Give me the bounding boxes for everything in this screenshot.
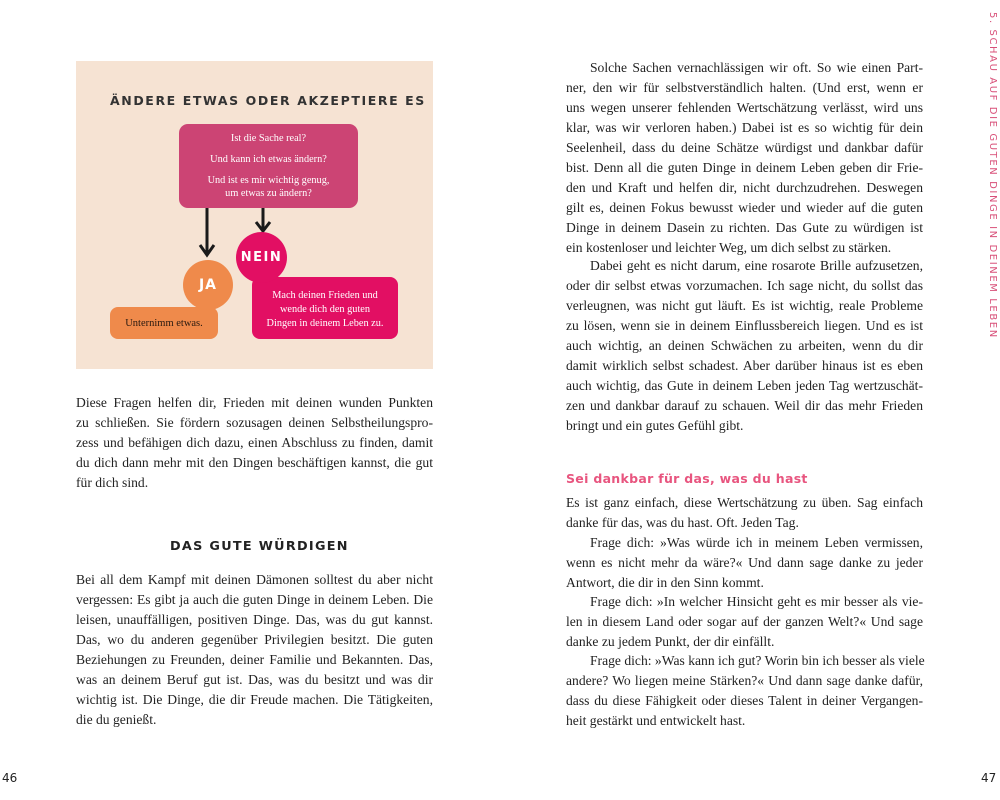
text-line: Solche Sachen vernachlässigen wir oft. So wie einen Part- (590, 60, 923, 75)
text-line: Es ist ganz einfach, diese Wertschätzung zu üben. Sag einfach (566, 495, 923, 510)
yes-bubble (183, 260, 233, 310)
question-line: Ist die Sache real? (230, 133, 307, 144)
text-line: Seelenheil, dass du deine Schätze würdigst und dankbar dafür (566, 140, 923, 155)
yes-result-text: Unternimm etwas. (125, 317, 203, 329)
text-line: für dich sind. (76, 475, 149, 490)
subheading: Sei dankbar für das, was du hast (566, 471, 808, 486)
text-line: andere? Wo liegen meine Stärken?« Und dann sage danke dafür, (566, 673, 923, 688)
no-result-line: Mach deinen Frieden und (272, 290, 378, 301)
text-line: Dabei geht es nicht darum, eine rosarote Brille aufzusetzen, (590, 258, 923, 273)
no-result-line: Dingen in deinem Leben zu. (266, 318, 384, 329)
text-line: was an deinem Beruf gut ist. Das, was du besitzt und was dir (76, 672, 433, 687)
text-line: ein kostenloser und leichter Weg, um dich selbst zu stärken. (566, 240, 892, 255)
question-line: um etwas zu ändern? (225, 188, 312, 199)
text-line: Frage dich: »Was würde ich in meinem Leben vermissen, (590, 535, 923, 550)
question-line: Und kann ich etwas ändern? (210, 154, 327, 165)
text-line: dass du diese Fähigkeit oder dieses Talent in deiner Vergangen- (566, 693, 923, 708)
decision-diagram (76, 61, 433, 369)
no-bubble (236, 232, 287, 283)
text-line: verleugnen, was nicht gut läuft. Es ist wichtig, reale Probleme (566, 298, 923, 313)
text-line: bringt und ein gutes Gefühl gibt. (566, 418, 744, 433)
no-label: NEIN (240, 250, 283, 265)
text-line: Antwort, die dir in den Sinn kommt. (566, 575, 764, 590)
text-line: danke zu jedem Punkt, der dir einfällt. (566, 634, 775, 649)
text-line: zu lösen, wenn sie in deinem Einflussbereich liegen. Und es ist (566, 318, 923, 333)
text-line: Das, wo du anderen gegenüber Privilegien besitzt. Die guten (76, 632, 433, 647)
page-number-left: 46 (2, 771, 18, 785)
text-line: oder dir selbst etwas vorzumachen. Ich sage nicht, du sollst das (566, 278, 923, 293)
text-line: bist. Denn all die guten Dinge in deinem Leben geben dir Frie- (566, 160, 923, 175)
text-line: die du genießt. (76, 712, 157, 727)
text-line: auch wichtig, das Gute in deinem Leben jeden Tag wertzuschät- (566, 378, 923, 393)
yes-result-box (110, 307, 218, 339)
text-line: Diese Fragen helfen dir, Frieden mit deinen wunden Punkten (76, 395, 433, 410)
text-line: wichtig ist. Die Dinge, die dir Freude machen. Die Tätigkeiten, (76, 692, 433, 707)
text-line: ner, den wir für selbstverständlich halten. (Und erst, wenn er (566, 80, 923, 95)
text-line: auch wichtig, an deinen Schwächen zu arbeiten, wenn du dir (566, 338, 923, 353)
page-number-right: 47 (981, 771, 997, 785)
text-line: len in diesem Land oder sogar auf der ganzen Welt?« Und sage (566, 614, 923, 629)
text-line: Bei all dem Kampf mit deinen Dämonen solltest du aber nicht (76, 572, 433, 587)
text-line: du dich dann mehr mit den Dingen beschäftigen kannst, die gut (76, 455, 433, 470)
text-line: danke für das, was du hast. Oft. Jeden Tag. (566, 515, 799, 530)
text-line: uns wegen unserer fehlenden Wertschätzung verlässt, wird uns (566, 100, 923, 115)
diagram-title: ÄNDERE ETWAS ODER AKZEPTIERE ES (110, 93, 426, 108)
text-line: Dinge in deinem Dasein zu richten. Das Gute zu würdigen ist (566, 220, 923, 235)
section-heading: DAS GUTE WÜRDIGEN (170, 539, 349, 554)
text-line: heit gestärkt und entwickelt hast. (566, 713, 746, 728)
text-line: zu schließen. Sie fördern sozusagen deinen Selbstheilungspro- (76, 415, 433, 430)
text-line: Frage dich: »Was kann ich gut? Worin bin ich besser als viele (590, 653, 925, 668)
text-line: Frage dich: »In welcher Hinsicht geht es mir besser als vie- (590, 594, 923, 609)
text-line: vergessen: Es gibt ja auch die guten Dinge in deinem Leben. Die (76, 592, 433, 607)
text-line: den und Kraft und helfen dir, nicht durchzudrehen. Deswegen (566, 180, 923, 195)
text-line: zess und befähigen dich dazu, einen Abschluss zu finden, damit (76, 435, 433, 450)
text-line: zen und dankbar darauf zu schauen. Weil dir das mehr Frieden (566, 398, 923, 413)
running-head: 5. SCHAU AUF DIE GUTEN DINGE IN DEINEM LEBEN (987, 12, 998, 339)
yes-label: JA (198, 277, 218, 293)
text-line: leisen, unauffälligen, positiven Dinge. Das, was du gut kannst. (76, 612, 433, 627)
text-line: klar, was wir verloren haben.) Dabei ist es so wichtig für dein (566, 120, 923, 135)
text-line: damit wirklich selbst schadest. Aber darüber hinaus ist es eben (566, 358, 923, 373)
text-line: Beziehungen zu Freunden, deiner Familie und Bekannten. Das, (76, 652, 433, 667)
no-result-box (252, 277, 398, 339)
question-line: Und ist es mir wichtig genug, (207, 175, 330, 186)
text-line: gilt es, deinen Fokus bewusst wieder und wieder auf die guten (566, 200, 923, 215)
text-line: wenn es nicht mehr da wäre?« Und dann sage danke zu jeder (566, 555, 923, 570)
no-result-line: wende dich den guten (279, 304, 371, 315)
